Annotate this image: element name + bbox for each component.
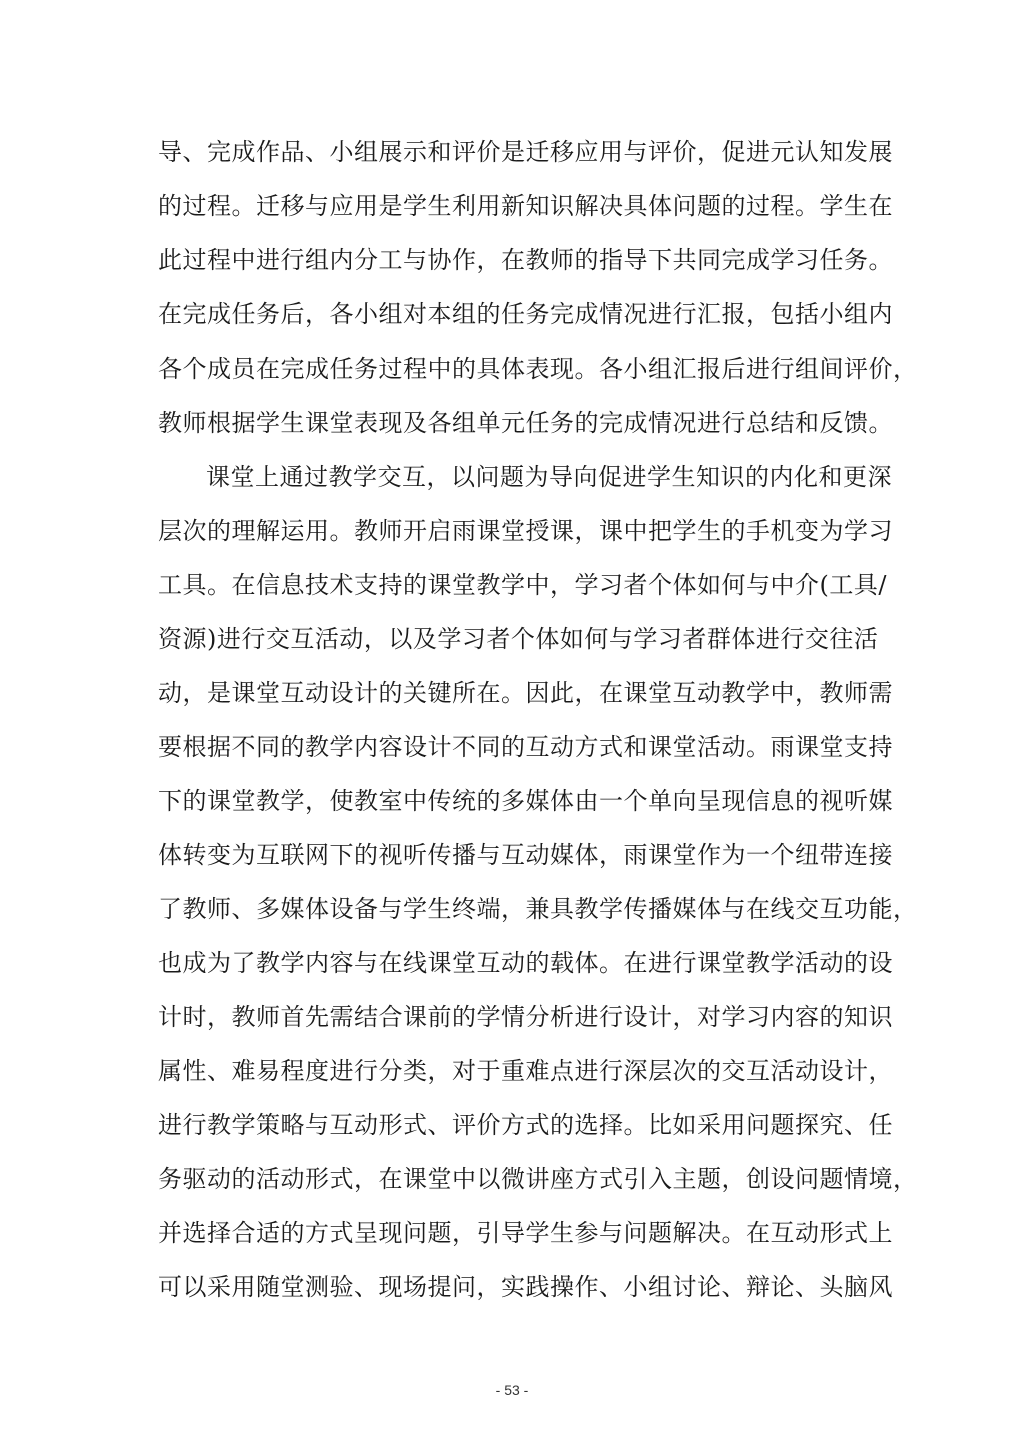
text-line: 并选择合适的方式呈现问题，引导学生参与问题解决。在互动形式上 [158, 1219, 893, 1247]
text-line: 资源)进行交互活动，以及学习者个体如何与学习者群体进行交往活 [158, 625, 879, 653]
text-line: 下的课堂教学，使教室中传统的多媒体由一个单向呈现信息的视听媒 [158, 787, 893, 815]
text-line: 体转变为互联网下的视听传播与互动媒体，雨课堂作为一个纽带连接 [158, 841, 893, 869]
text-line: 可以采用随堂测验、现场提问，实践操作、小组讨论、辩论、头脑风 [158, 1273, 893, 1301]
text-line: 各个成员在完成任务过程中的具体表现。各小组汇报后进行组间评价， [158, 355, 918, 383]
text-line: 也成为了教学内容与在线课堂互动的载体。在进行课堂教学活动的设 [158, 949, 893, 977]
text-line: 在完成任务后，各小组对本组的任务完成情况进行汇报，包括小组内 [158, 300, 893, 328]
text-line: 课堂上通过教学交互，以问题为导向促进学生知识的内化和更深 [206, 463, 892, 491]
text-line: 工具。在信息技术支持的课堂教学中，学习者个体如何与中介(工具/ [158, 571, 887, 599]
text-line: 务驱动的活动形式，在课堂中以微讲座方式引入主题，创设问题情境， [158, 1165, 918, 1193]
text-line: 的过程。迁移与应用是学生利用新知识解决具体问题的过程。学生在 [158, 192, 893, 220]
text-line: 要根据不同的教学内容设计不同的互动方式和课堂活动。雨课堂支持 [158, 733, 893, 761]
text-line: 动，是课堂互动设计的关键所在。因此，在课堂互动教学中，教师需 [158, 679, 893, 707]
text-line: 计时，教师首先需结合课前的学情分析进行设计，对学习内容的知识 [158, 1003, 893, 1031]
text-line: 教师根据学生课堂表现及各组单元任务的完成情况进行总结和反馈。 [158, 409, 893, 437]
page-number: - 53 - [495, 1382, 529, 1398]
text-line: 了教师、多媒体设备与学生终端，兼具教学传播媒体与在线交互功能， [158, 895, 918, 923]
text-line: 此过程中进行组内分工与协作，在教师的指导下共同完成学习任务。 [158, 246, 893, 274]
text-line: 导、完成作品、小组展示和评价是迁移应用与评价，促进元认知发展 [158, 138, 893, 166]
text-line: 属性、难易程度进行分类，对于重难点进行深层次的交互活动设计， [158, 1057, 893, 1085]
text-line: 进行教学策略与互动形式、评价方式的选择。比如采用问题探究、任 [158, 1111, 893, 1139]
text-line: 层次的理解运用。教师开启雨课堂授课，课中把学生的手机变为学习 [158, 517, 893, 545]
